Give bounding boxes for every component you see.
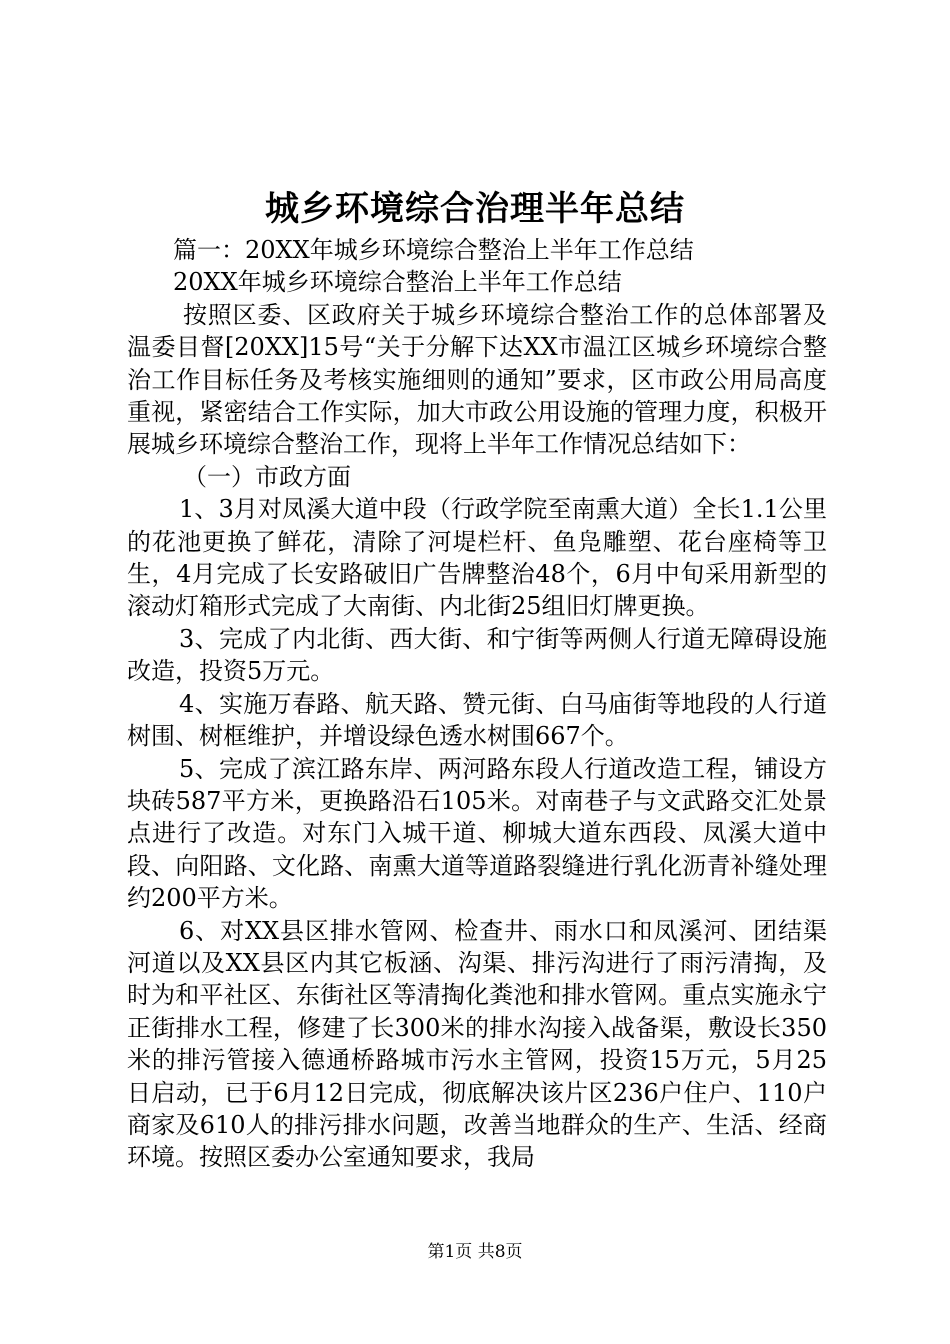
paragraph-item-4: 4、实施万春路、航天路、赞元街、白马庙街等地段的人行道树围、树框维护，并增设绿色透水树围667个。 [127,689,827,751]
paragraph-item-1: 1、3月对凤溪大道中段（行政学院至南熏大道）全长1.1公里的花池更换了鲜花，清除了河堤栏杆、鱼凫雕塑、花台座椅等卫生，4月完成了长安路破旧广告牌整治48个，6月中旬采用新型的滚动灯箱形式完成了大南街、内北街25组旧灯牌更换。 [127,495,827,621]
document-title: 城乡环境综合治理半年总结 [265,189,685,229]
paragraph-item-5: 5、完成了滨江路东岸、两河路东段人行道改造工程，铺设方块砖587平方米，更换路沿石105米。对南巷子与文武路交汇处景点进行了改造。对东门入城干道、柳城大道东西段、凤溪大道中段、向阳路、文化路、南熏大道等道路裂缝进行乳化沥青补缝处理约200平方米。 [127,754,827,913]
page-footer: 第1页 共8页 [427,1242,523,1262]
document-body [127,234,827,1174]
section-heading-municipal: （一）市政方面 [183,462,351,491]
paragraph-intro: 按照区委、区政府关于城乡环境综合整治工作的总体部署及温委目督[20XX]15号“关于分解下达XX市温江区城乡环境综合整治工作目标任务及考核实施细则的通知”要求，区市政公用局高度重视，紧密结合工作实际，加大市政公用设施的管理力度，积极开展城乡环境综合整治工作，现将上半年工作情况总结如下： [127,300,827,459]
paragraph-item-6: 6、对XX县区排水管网、检查井、雨水口和凤溪河、团结渠河道以及XX县区内其它板涵、沟渠、排污沟进行了雨污清掏，及时为和平社区、东街社区等清掏化粪池和排水管网。重点实施永宁正街排水工程，修建了长300米的排水沟接入战备渠，敷设长350米的排污管接入德通桥路城市污水主管网，投资15万元，5月25日启动，已于6月12日完成，彻底解决该片区236户住户、110户商家及610人的排污排水问题，改善当地群众的生产、生活、经商环境。按照区委办公室通知要求，我局 [127,916,827,1172]
section-subtitle: 20XX年城乡环境综合整治上半年工作总结 [173,268,622,297]
paragraph-item-3: 3、完成了内北街、西大街、和宁街等两侧人行道无障碍设施改造，投资5万元。 [127,624,827,686]
chapter-heading: 篇一：20XX年城乡环境综合整治上半年工作总结 [173,236,694,264]
